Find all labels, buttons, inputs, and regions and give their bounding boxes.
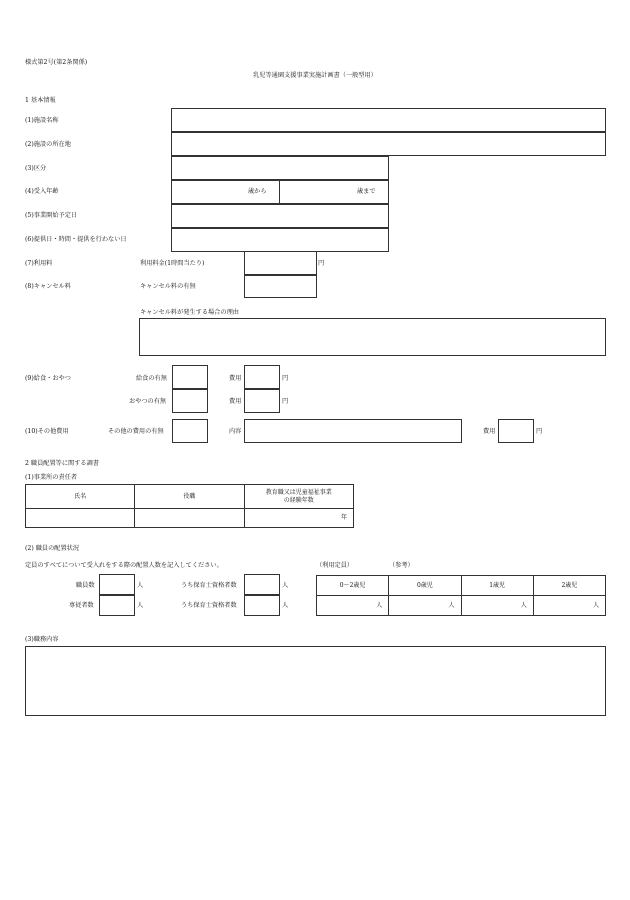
other-label: (10)その他費用 bbox=[25, 428, 69, 435]
meal-exists-label: 給食の有無 bbox=[136, 375, 167, 382]
other-content-label: 内容 bbox=[229, 428, 242, 435]
facility-name-field[interactable] bbox=[171, 108, 606, 132]
staff-qualified-unit: 人 bbox=[282, 582, 289, 589]
age-range-label: (4)受入年齢 bbox=[25, 188, 59, 195]
staff-qualified-label: うち保育士資格者数 bbox=[181, 582, 237, 589]
manager-title-cell[interactable] bbox=[135, 509, 244, 528]
start-date-field[interactable] bbox=[171, 204, 389, 228]
category-field[interactable] bbox=[171, 156, 389, 180]
manager-heading: (1)事業所の責任者 bbox=[25, 474, 78, 481]
staff-count-label: 職員数 bbox=[76, 582, 95, 589]
age-from-unit: 歳から bbox=[248, 188, 267, 195]
cancel-exists-field[interactable] bbox=[244, 275, 317, 298]
other-cost-field[interactable] bbox=[498, 419, 534, 443]
fee-field[interactable] bbox=[244, 251, 317, 275]
facility-address-label: (2)施設の所在地 bbox=[25, 141, 71, 148]
age-2-count-cell[interactable]: 人 bbox=[533, 596, 605, 616]
snack-yen-unit: 円 bbox=[282, 398, 289, 405]
category-label: (3)区分 bbox=[25, 165, 47, 172]
form-title: 乳児等通園支援事業実施計画書（一般型用） bbox=[253, 72, 377, 79]
age-0-2-count-cell[interactable]: 人 bbox=[317, 596, 389, 616]
closed-days-label: (6)提供日・時間・提供を行わない日 bbox=[25, 236, 127, 243]
fee-label: (7)利用料 bbox=[25, 260, 53, 267]
age-group-1: 1歳児 bbox=[461, 576, 533, 596]
age-to-unit: 歳まで bbox=[357, 188, 376, 195]
other-exists-field[interactable] bbox=[172, 419, 208, 443]
meal-cost-label: 費用 bbox=[229, 375, 242, 382]
worker-count-field[interactable] bbox=[99, 595, 135, 616]
manager-years-cell[interactable]: 年 bbox=[244, 509, 353, 528]
staffing-note: 定員のすべてについて受入れをする際の配置人数を記入してください。 bbox=[25, 562, 223, 569]
other-yen-unit: 円 bbox=[536, 428, 543, 435]
worker-count-label: 専従者数 bbox=[69, 602, 94, 609]
staff-count-field[interactable] bbox=[99, 574, 135, 595]
col-title-header: 役職 bbox=[135, 485, 244, 509]
snack-cost-label: 費用 bbox=[229, 398, 242, 405]
facility-name-label: (1)施設名称 bbox=[25, 117, 59, 124]
manager-name-cell[interactable] bbox=[26, 509, 135, 528]
other-content-field[interactable] bbox=[244, 419, 462, 443]
col-experience-line1: 教育職又は児童福祉事業 bbox=[265, 489, 332, 496]
facility-address-field[interactable] bbox=[171, 132, 606, 156]
snack-exists-field[interactable] bbox=[172, 389, 208, 413]
worker-qualified-field[interactable] bbox=[244, 595, 280, 616]
col-name-header: 氏名 bbox=[26, 485, 135, 509]
cancel-reason-field[interactable] bbox=[139, 318, 606, 356]
worker-count-unit: 人 bbox=[137, 602, 144, 609]
other-exists-label: その他の費用の有無 bbox=[108, 428, 164, 435]
manager-table bbox=[25, 484, 354, 528]
duties-field[interactable] bbox=[25, 646, 606, 716]
staff-count-unit: 人 bbox=[137, 582, 144, 589]
meals-label: (9)給食・おやつ bbox=[25, 375, 71, 382]
age-1-count-cell[interactable]: 人 bbox=[461, 596, 533, 616]
age-0-count-cell[interactable]: 人 bbox=[389, 596, 461, 616]
age-group-table bbox=[316, 575, 606, 616]
snack-cost-field[interactable] bbox=[244, 389, 280, 413]
age-group-0-2: 0～2歳児 bbox=[317, 576, 389, 596]
cancel-reason-label: キャンセル料が発生する場合の理由 bbox=[140, 309, 239, 316]
cancel-exists-label: キャンセル料の有無 bbox=[140, 283, 196, 290]
fee-per-hour-label: 利用料金(1時間当たり) bbox=[140, 260, 205, 267]
duties-heading: (3)職務内容 bbox=[25, 636, 59, 643]
section1-heading: 1 基本情報 bbox=[25, 97, 56, 104]
fee-yen-unit: 円 bbox=[318, 260, 325, 267]
age-group-0: 0歳児 bbox=[389, 576, 461, 596]
worker-qualified-unit: 人 bbox=[282, 602, 289, 609]
worker-qualified-label: うち保育士資格者数 bbox=[181, 602, 237, 609]
section2-heading: 2 職員配置等に関する調書 bbox=[25, 460, 99, 467]
other-cost-label: 費用 bbox=[483, 428, 496, 435]
staff-qualified-field[interactable] bbox=[244, 574, 280, 595]
col-experience-line2: の経験年数 bbox=[283, 496, 314, 504]
start-date-label: (5)事業開始予定日 bbox=[25, 212, 78, 219]
col-experience-header bbox=[244, 485, 353, 509]
snack-exists-label: おやつの有無 bbox=[129, 398, 167, 405]
closed-days-field[interactable] bbox=[171, 228, 389, 252]
meal-yen-unit: 円 bbox=[282, 375, 289, 382]
staffing-heading: (2) 職員の配置状況 bbox=[25, 545, 80, 552]
age-group-2: 2歳児 bbox=[533, 576, 605, 596]
cancel-label: (8)キャンセル料 bbox=[25, 283, 71, 290]
capacity-label: （利用定員） bbox=[316, 562, 354, 569]
form-number: 様式第2号(第2条関係) bbox=[25, 59, 88, 66]
meal-cost-field[interactable] bbox=[244, 365, 280, 389]
reference-label: （参考） bbox=[389, 562, 414, 569]
meal-exists-field[interactable] bbox=[172, 365, 208, 389]
